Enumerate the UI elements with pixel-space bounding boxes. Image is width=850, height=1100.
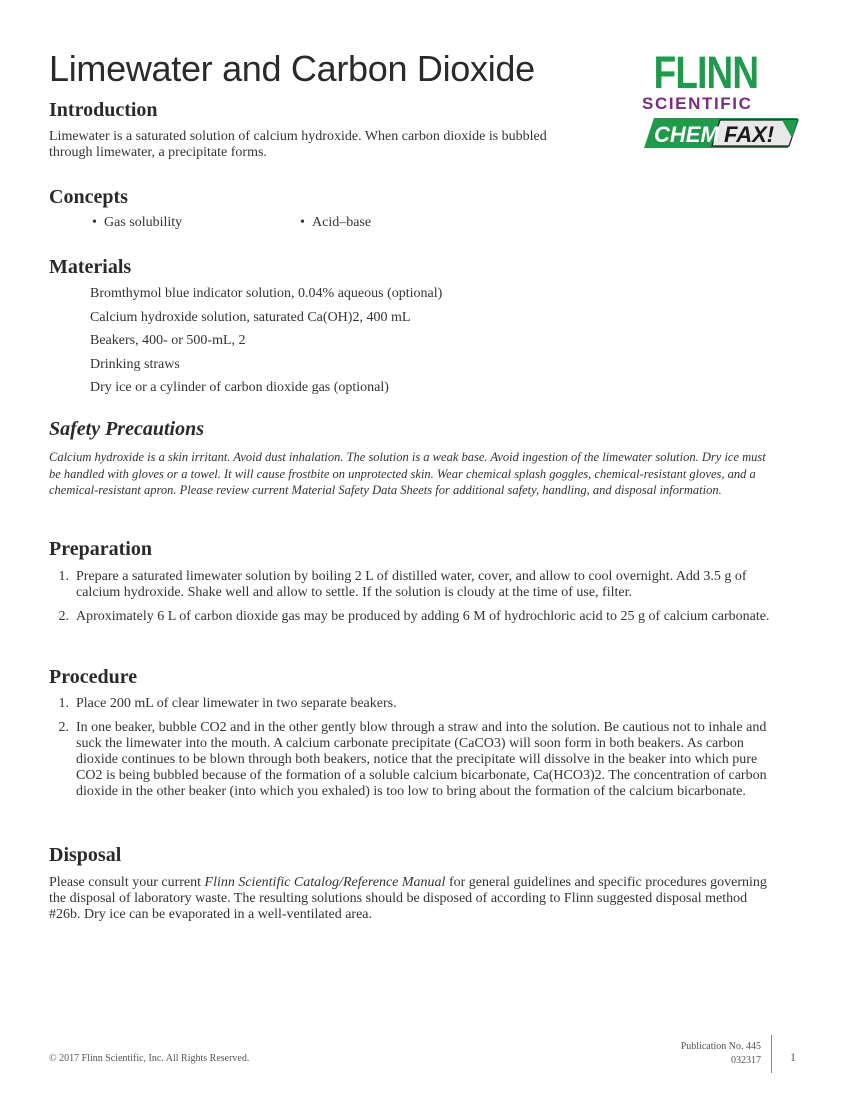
disposal-text-end: for general guidelines and specific procedures governing the disposal of laboratory waste. The resulting solutions should be disposed of according to Flinn suggested disposal method #26b. Dry ice can be evaporated in a well-ventilated area. xyxy=(49,875,767,922)
step-number: 2. xyxy=(58,609,69,624)
catalog-reference: Flinn Scientific Catalog/Reference Manual xyxy=(204,875,446,890)
material-item: Bromthymol blue indicator solution, 0.04% aqueous (optional) xyxy=(90,286,443,301)
logo-subtitle: SCIENTIFIC xyxy=(642,94,753,113)
publication-code: 032317 xyxy=(731,1055,761,1066)
bullet: • xyxy=(92,215,97,230)
preparation-heading: Preparation xyxy=(49,538,152,560)
procedure-list xyxy=(49,696,784,808)
concepts-heading: Concepts xyxy=(49,186,128,208)
step-number: 2. xyxy=(58,720,69,735)
preparation-list xyxy=(49,569,784,633)
disposal-text-start: Please consult your current xyxy=(49,875,205,890)
procedure-step xyxy=(49,696,784,712)
procedure-step xyxy=(49,720,784,800)
materials-heading: Materials xyxy=(49,256,132,278)
disposal-heading: Disposal xyxy=(49,844,122,866)
preparation-step xyxy=(49,609,784,625)
step-number: 1. xyxy=(58,569,69,584)
bullet: • xyxy=(300,215,305,230)
chemfax-badge xyxy=(642,116,800,150)
preparation-step xyxy=(49,569,784,601)
procedure-heading: Procedure xyxy=(49,666,138,688)
step-text: In one beaker, bubble CO2 and in the other gently blow through a straw and into the solution. Be cautious not to inhale and suck the limewater into the mouth. A calcium carbonate precipitate (CaCO3) will soon form in both beakers. As carbon dioxide continues to be blown through both beakers, notice that the precipitate will dissolve in the beaker into which pure CO2 is being bubbled because of the formation of a soluble calcium bicarbonate, Ca(HCO3)2. The concentration of carbon dioxide in the other beaker (into which you exhaled) is too low to bring about the formation of the calcium bicarbonate. xyxy=(76,720,767,799)
safety-heading: Safety Precautions xyxy=(49,418,204,440)
material-item: Calcium hydroxide solution, saturated Ca(OH)2, 400 mL xyxy=(90,309,411,325)
page-number: 1 xyxy=(790,1050,796,1064)
logo-brand: FLINN xyxy=(653,47,759,98)
concept-label: Gas solubility xyxy=(104,215,183,230)
concept-label: Acid–base xyxy=(312,215,372,230)
safety-text: Calcium hydroxide is a skin irritant. Avoid dust inhalation. The solution is a weak base. Avoid ingestion of the limewater solution. Dry ice must be handled with gloves or a towel. It will cause frostbite on unprotected skin. Wear chemical splash goggles, chemical-resistant gloves, and a chemical-resistant apron. Please review current Material Safety Data Sheets for additional safety, handling, and disposal information. xyxy=(49,450,766,497)
logo-product-left: CHEM xyxy=(654,122,719,147)
introduction-heading: Introduction xyxy=(49,99,158,121)
concepts-list xyxy=(92,215,592,233)
copyright-notice: © 2017 Flinn Scientific, Inc. All Rights Reserved. xyxy=(49,1053,250,1064)
step-text: Prepare a saturated limewater solution by boiling 2 L of distilled water, cover, and allow to cool overnight. Add 3.5 g of calcium hydroxide. Shake well and allow to settle. If the solution is cloudy at the time of use, filter. xyxy=(76,569,747,600)
flinn-logo xyxy=(640,47,800,150)
step-number: 1. xyxy=(58,696,69,711)
page-title: Limewater and Carbon Dioxide xyxy=(49,48,535,89)
logo-product-right: FAX! xyxy=(724,122,775,147)
concept-item xyxy=(300,215,371,231)
material-item: Dry ice or a cylinder of carbon dioxide gas (optional) xyxy=(90,380,389,395)
introduction-text: Limewater is a saturated solution of calcium hydroxide. When carbon dioxide is bubbled through limewater, a precipitate forms. xyxy=(49,129,547,160)
step-text: Aproximately 6 L of carbon dioxide gas may be produced by adding 6 M of hydrochloric acid to 25 g of calcium carbonate. xyxy=(76,609,770,624)
disposal-text xyxy=(49,875,779,923)
materials-list xyxy=(90,286,442,404)
publication-number: Publication No. 445 xyxy=(680,1041,761,1052)
footer-divider xyxy=(771,1035,772,1073)
material-item: Beakers, 400- or 500-mL, 2 xyxy=(90,333,246,348)
concept-item xyxy=(92,215,182,231)
publication-info xyxy=(681,1040,761,1068)
material-item: Drinking straws xyxy=(90,356,180,372)
step-text: Place 200 mL of clear limewater in two separate beakers. xyxy=(76,696,397,711)
